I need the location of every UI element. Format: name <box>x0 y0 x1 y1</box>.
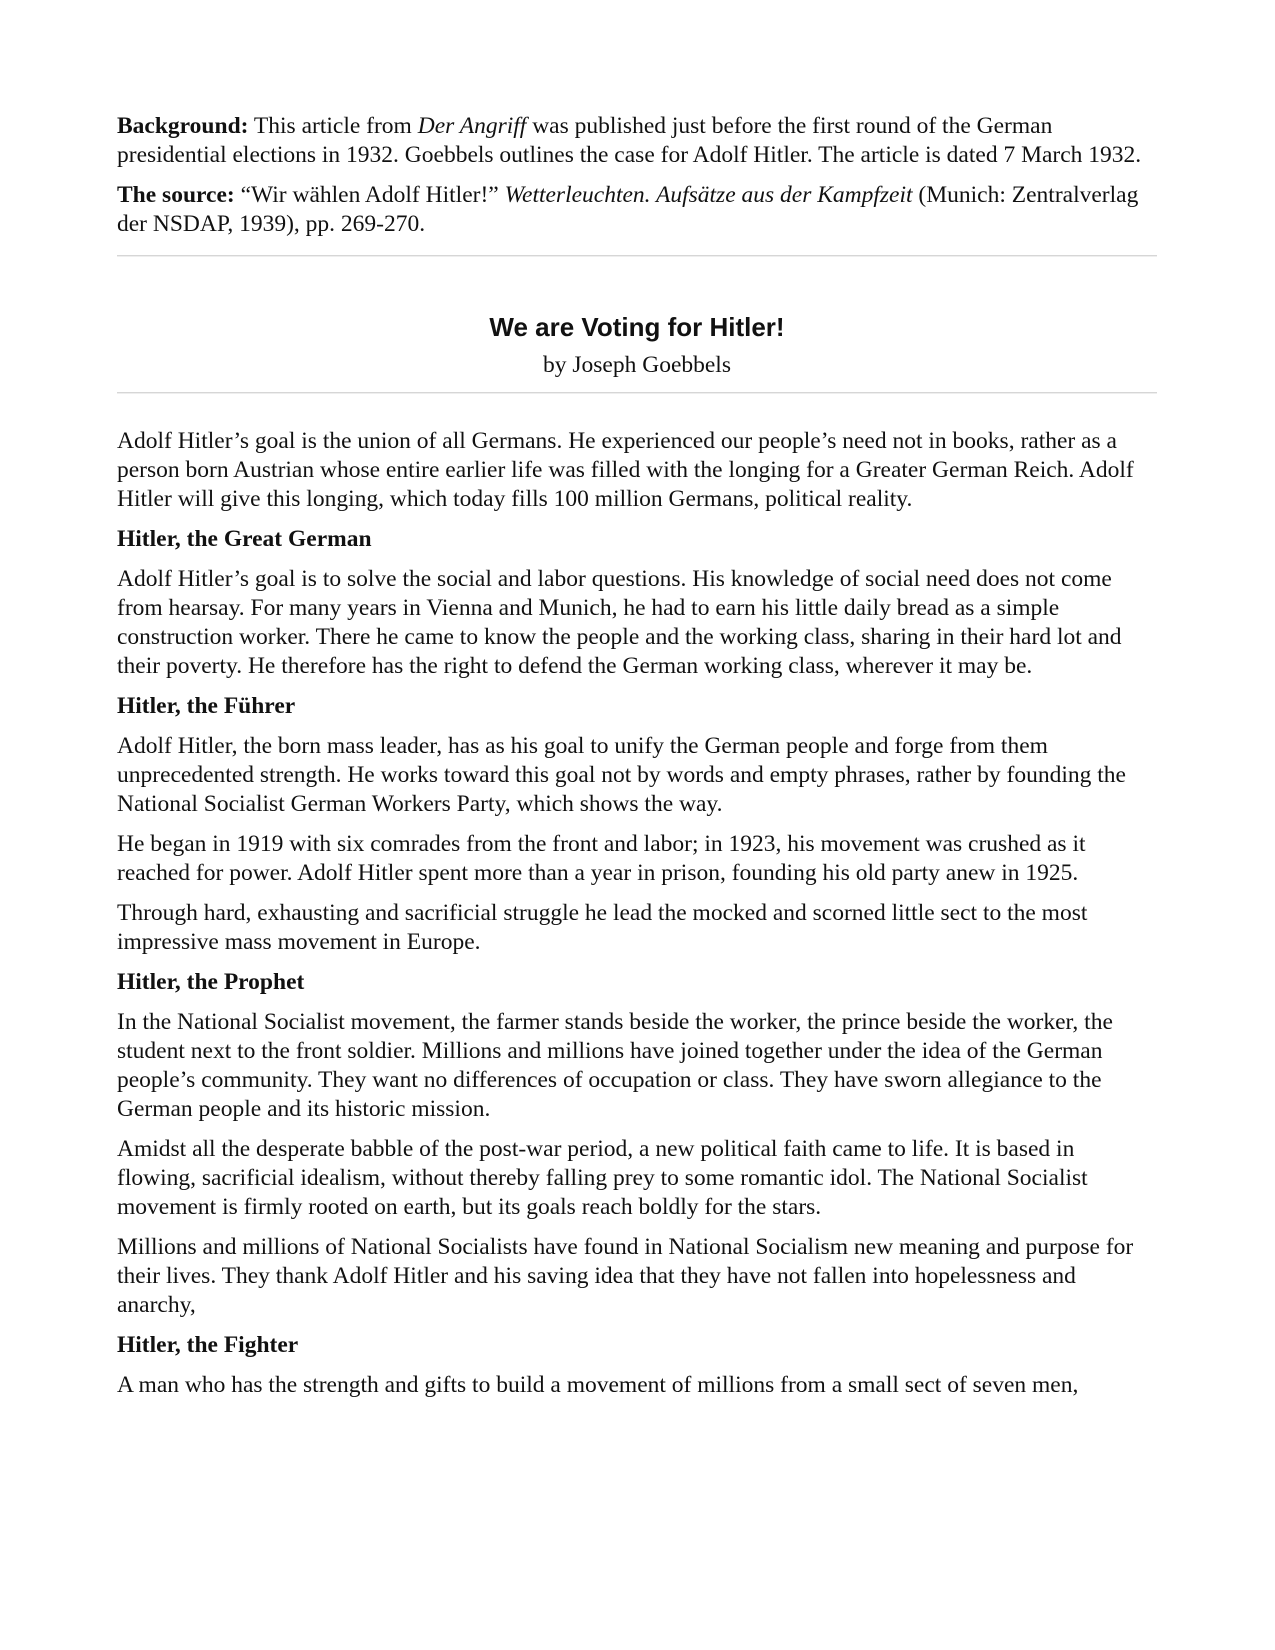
section-heading: Hitler, the Führer <box>117 693 296 719</box>
article-paragraph: In the National Socialist movement, the farmer stands beside the worker, the prince beside the worker, the student next to the front soldier. Millions and millions have joined together under the idea of the German people’s community. They want no differences of occupation or class. They have sworn allegiance to the German people and its historic mission. <box>117 1009 1113 1122</box>
article-paragraph: Millions and millions of National Socialists have found in National Socialism new meaning and purpose for their lives. They thank Adolf Hitler and his saving idea that they have not fallen into hopelessness and anarchy, <box>117 1234 1134 1318</box>
section-heading: Hitler, the Prophet <box>117 969 305 995</box>
article-paragraph: Adolf Hitler, the born mass leader, has as his goal to unify the German people and forge from them unprecedented strength. He works toward this goal not by words and empty phrases, rather by founding the National Socialist German Workers Party, which shows the way. <box>117 733 1126 817</box>
background-paragraph: Background: This article from Der Angriff was published just before the first round of the German presidential elections in 1932. Goebbels outlines the case for Adolf Hitler. The article is dated 7 March 1932. <box>117 113 1142 168</box>
publication-name: Der Angriff <box>417 113 527 139</box>
article-paragraph: Amidst all the desperate babble of the post-war period, a new political faith came to life. It is based in flowing, sacrificial idealism, without thereby falling prey to some romantic idol. The National Socialist movement is firmly rooted on earth, but its goals reach boldly for the stars. <box>117 1136 1088 1220</box>
document-page <box>117 112 1157 1411</box>
section-heading: Hitler, the Great German <box>117 526 372 552</box>
divider-top <box>117 255 1157 257</box>
section-heading: Hitler, the Fighter <box>117 1332 299 1358</box>
article-title: We are Voting for Hitler! <box>489 312 785 342</box>
background-label: Background: <box>117 113 249 139</box>
article-byline: by Joseph Goebbels <box>543 352 731 378</box>
article-paragraph: A man who has the strength and gifts to build a movement of millions from a small sect of seven men, <box>117 1372 1079 1398</box>
article-paragraph: Adolf Hitler’s goal is the union of all Germans. He experienced our people’s need not in books, rather as a person born Austrian whose entire earlier life was filled with the longing for a Greater German Reich. Adolf Hitler will give this longing, which today fills 100 million Germans, political reality. <box>117 428 1134 512</box>
source-label: The source: <box>117 182 235 208</box>
source-paragraph: The source: “Wir wählen Adolf Hitler!” Wetterleuchten. Aufsätze aus der Kampfzeit (Munich: Zentralverlag der NSDAP, 1939), pp. 269-270. <box>117 182 1139 237</box>
article-paragraph: Through hard, exhausting and sacrificial struggle he lead the mocked and scorned little sect to the most impressive mass movement in Europe. <box>117 900 1088 955</box>
article-paragraph: Adolf Hitler’s goal is to solve the social and labor questions. His knowledge of social need does not come from hearsay. For many years in Vienna and Munich, he had to earn his little daily bread as a simple construction worker. There he came to know the people and the working class, sharing in their hard lot and their poverty. He therefore has the right to defend the German working class, wherever it may be. <box>117 566 1122 679</box>
article-paragraph: He began in 1919 with six comrades from the front and labor; in 1923, his movement was crushed as it reached for power. Adolf Hitler spent more than a year in prison, founding his old party anew in 1925. <box>117 831 1086 886</box>
source-title: Wetterleuchten. Aufsätze aus der Kampfzeit <box>504 182 913 208</box>
divider-bottom <box>117 392 1157 394</box>
